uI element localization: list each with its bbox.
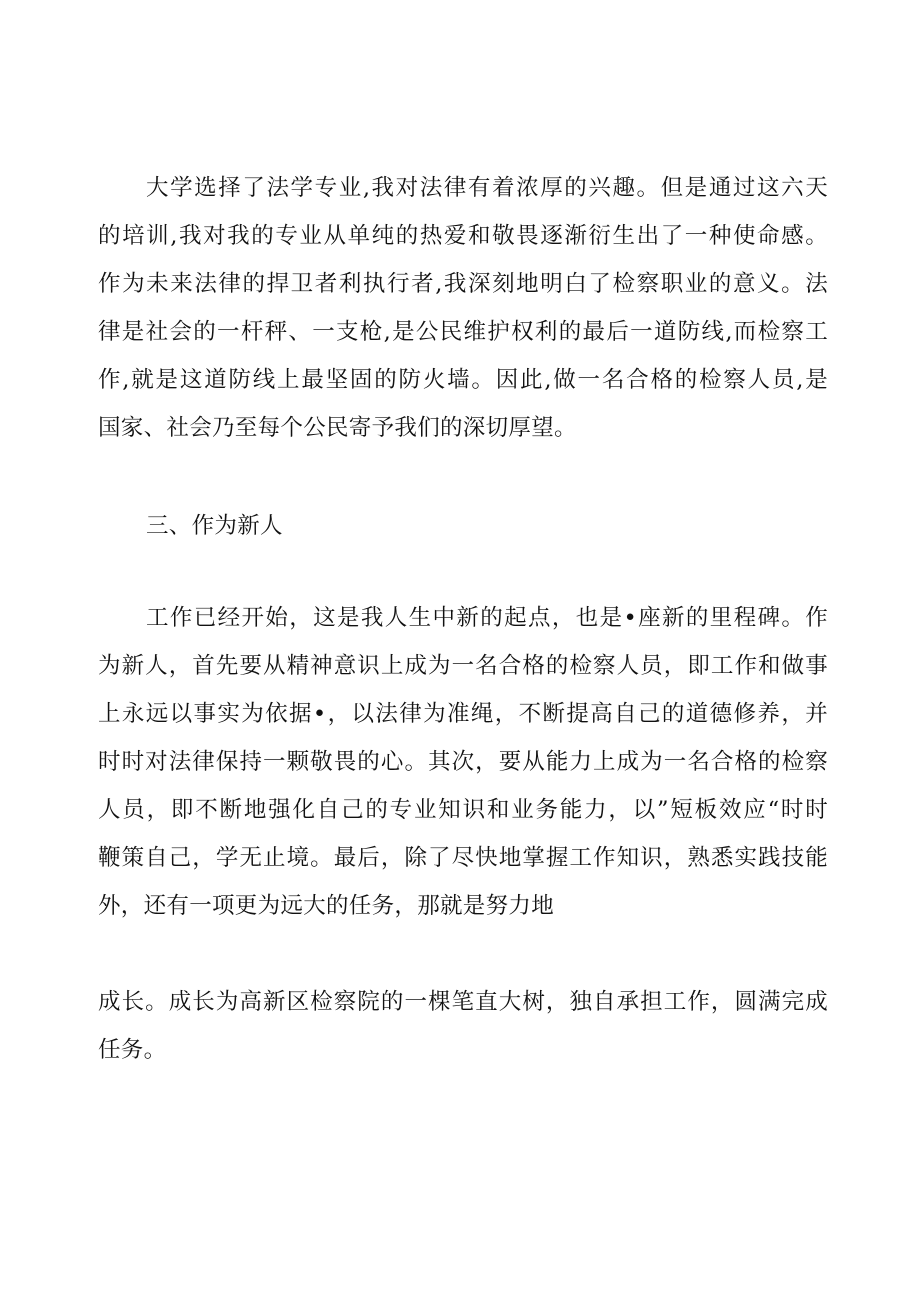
text-line: 作,就是这道防线上最坚固的防火墙。因此,做一名合格的检察人员,是 — [98, 367, 828, 393]
text-line: 成长。成长为高新区检察院的一棵笔直大树，独自承担工作，圆满完成 — [98, 989, 828, 1015]
paragraph-as-newcomer — [98, 594, 828, 930]
text-line: 工作已经开始，这是我人生中新的起点，也是•座新的里程碑。作 — [146, 605, 828, 631]
text-line: 任务。 — [98, 1037, 167, 1063]
section-heading — [98, 502, 828, 550]
text-line: 大学选择了法学专业,我对法律有着浓厚的兴趣。但是通过这六天 — [146, 175, 828, 201]
text-line: 律是社会的一杆秤、一支枪,是公民维护权利的最后一道防线,而检察工 — [98, 319, 828, 345]
text-line: 为新人，首先要从精神意识上成为一名合格的检察人员，即工作和做事 — [98, 653, 828, 679]
paragraph-growth — [98, 978, 828, 1074]
text-line: 人员，即不断地强化自己的专业知识和业务能力，以”短板效应“时时 — [98, 797, 828, 823]
text-line: 国家、社会乃至每个公民寄予我们的深切厚望。 — [98, 415, 577, 441]
text-line: 时时对法律保持一颗敬畏的心。其次，要从能力上成为一名合格的检察 — [98, 749, 828, 775]
text-line: 作为未来法律的捍卫者利执行者,我深刻地明白了检察职业的意义。法 — [98, 271, 828, 297]
text-line: 上永远以事实为依据•，以法律为准绳，不断提高自己的道德修养，并 — [98, 701, 828, 727]
paragraph-legal-mission — [98, 164, 828, 452]
text-line: 鞭策自己，学无止境。最后，除了尽快地掌握工作知识，熟悉实践技能 — [98, 845, 828, 871]
section-heading-text: 三、作为新人 — [146, 513, 283, 539]
text-line: 的培训,我对我的专业从单纯的热爱和敬畏逐渐衍生出了一种使命感。 — [98, 223, 828, 249]
text-line: 外，还有一项更为远大的任务，那就是努力地 — [98, 893, 555, 919]
